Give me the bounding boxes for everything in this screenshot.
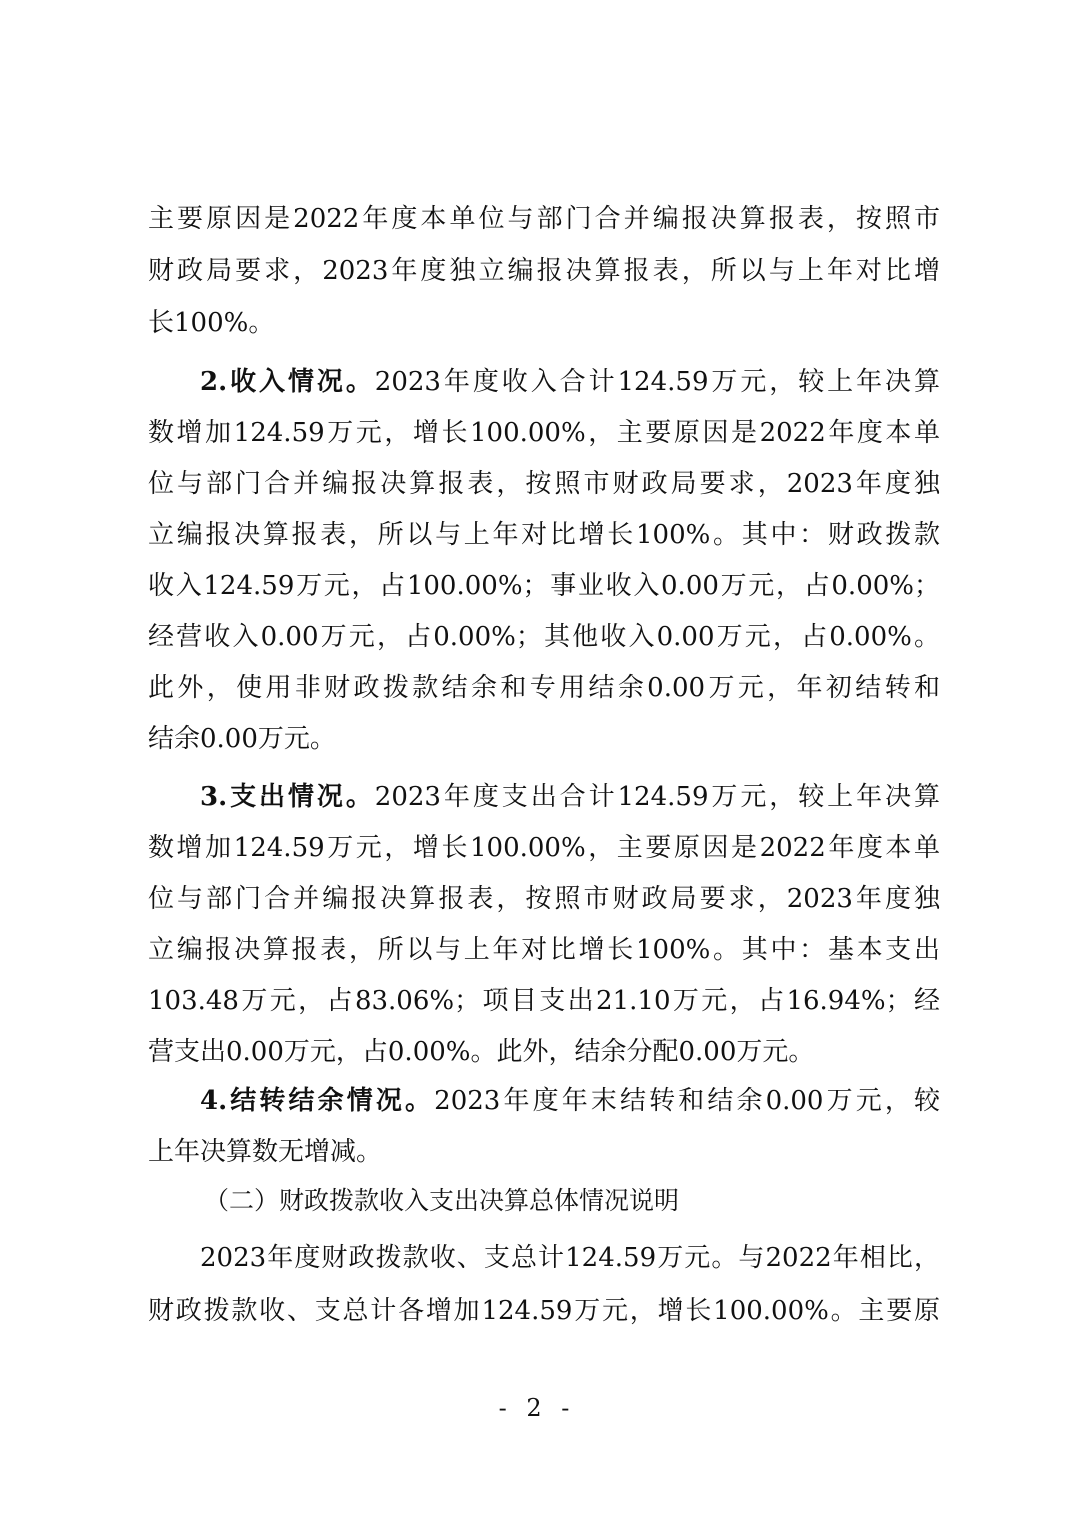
- paragraph-line: [200, 1083, 940, 1119]
- paragraph-line: [200, 364, 940, 400]
- paragraph-line: 结余0.00万元。: [148, 724, 336, 754]
- paragraph-line: 立编报决算报表，所以与上年对比增长100%。其中：财政拨款: [148, 520, 940, 550]
- paragraph-text: 2023年度收入合计124.59万元，较上年决算: [374, 367, 940, 397]
- paragraph-line: 营支出0.00万元，占0.00%。此外，结余分配0.00万元。: [148, 1037, 815, 1067]
- paragraph-line: 此外，使用非财政拨款结余和专用结余0.00万元，年初结转和: [148, 673, 940, 703]
- paragraph-text: 2023年度支出合计124.59万元，较上年决算: [374, 782, 940, 812]
- paragraph-line: 主要原因是2022年度本单位与部门合并编报决算报表，按照市: [148, 204, 940, 234]
- section-heading: （二）财政拨款收入支出决算总体情况说明: [204, 1186, 680, 1215]
- paragraph-line: [200, 779, 940, 815]
- paragraph-line: 2023年度财政拨款收、支总计124.59万元。与2022年相比，: [200, 1243, 940, 1273]
- paragraph-line: 上年决算数无增减。: [148, 1137, 383, 1167]
- paragraph-line: 103.48万元，占83.06%；项目支出21.10万元，占16.94%；经: [148, 986, 940, 1016]
- paragraph-line: 位与部门合并编报决算报表，按照市财政局要求，2023年度独: [148, 884, 940, 914]
- expenditure-heading: 3.支出情况。: [200, 782, 375, 812]
- paragraph-line: 立编报决算报表，所以与上年对比增长100%。其中：基本支出: [148, 935, 940, 965]
- paragraph-line: 位与部门合并编报决算报表，按照市财政局要求，2023年度独: [148, 469, 940, 499]
- paragraph-line: 财政局要求，2023年度独立编报决算报表，所以与上年对比增: [148, 256, 940, 286]
- carryover-heading: 4.结转结余情况。: [200, 1086, 435, 1116]
- paragraph-line: 长100%。: [148, 308, 275, 338]
- income-heading: 2.收入情况。: [200, 367, 375, 397]
- paragraph-line: 收入124.59万元，占100.00%；事业收入0.00万元，占0.00%；: [148, 571, 940, 601]
- page-number: - 2 -: [498, 1394, 576, 1422]
- paragraph-line: 经营收入0.00万元，占0.00%；其他收入0.00万元，占0.00%。: [148, 622, 940, 652]
- paragraph-line: 财政拨款收、支总计各增加124.59万元，增长100.00%。主要原: [148, 1296, 940, 1326]
- paragraph-line: 数增加124.59万元，增长100.00%，主要原因是2022年度本单: [148, 833, 940, 863]
- paragraph-line: 数增加124.59万元，增长100.00%，主要原因是2022年度本单: [148, 418, 940, 448]
- paragraph-text: 2023年度年末结转和结余0.00万元，较: [434, 1086, 940, 1116]
